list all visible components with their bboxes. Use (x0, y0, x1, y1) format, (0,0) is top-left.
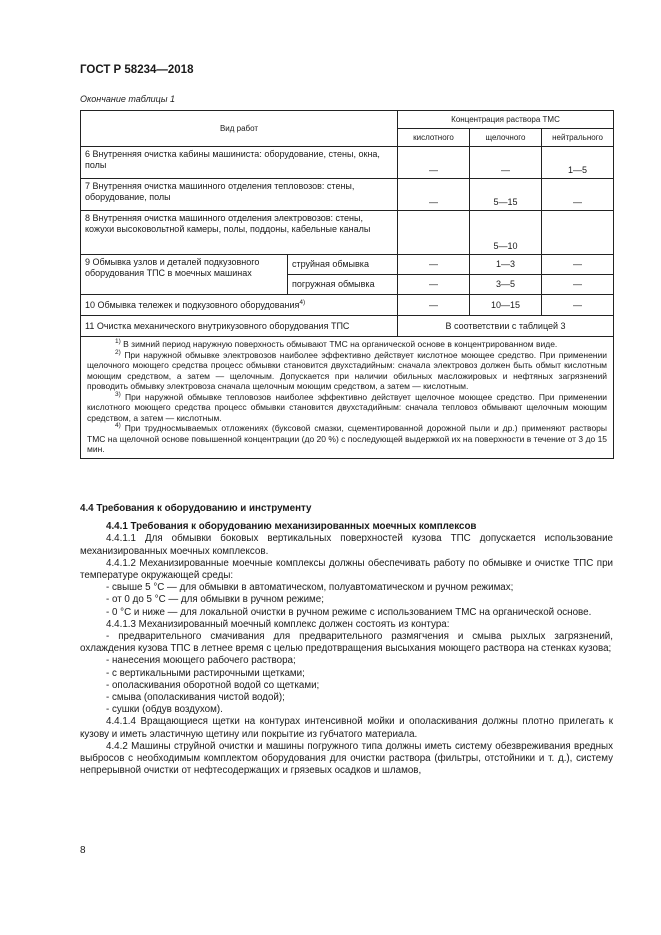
paragraph: 4.4.1.1 Для обмывки боковых вертикальных поверхностей кузова ТПС допускается использование механизированных моечных комплексов. (80, 533, 613, 557)
table-row (81, 316, 614, 337)
footnote-mark: 4) (115, 422, 121, 430)
notes-row (81, 337, 614, 459)
footnote-text: При наружной обмывке тепловозов наиболее эффективно действует щелочное моющее средство. При применении кислотного моющего средства процесс обмывки становится двухстадийным: сначала тепловоз обмывают щелочным моющим средством, а затем — кислотным. (87, 391, 608, 423)
list-item: - смыва (ополаскивания чистой водой); (106, 692, 285, 704)
acid-cell: — (398, 295, 470, 316)
footnote-text: В зимний период наружную поверхность обмывают ТМС на органической основе в концентрированном виде. (120, 339, 558, 349)
alkaline-cell: 10—15 (470, 295, 542, 316)
neutral-cell: — (542, 295, 614, 316)
table-caption: Окончание таблицы 1 (80, 94, 175, 104)
footnotes (81, 337, 614, 459)
acid-cell: — (398, 179, 470, 211)
footnote (87, 423, 607, 455)
paragraph: 4.4.2 Машины струйной очистки и машины погружного типа должны иметь систему обезвреживания вредных выбросов с необходимым комплектом оборудования для очистки раствора (фильтры, отстойники и т. д.), систему непрерывной очистки от нефтесодержащих и грязевых осадков и шламов, (80, 740, 613, 777)
paragraph: 4.4.1.3 Механизированный моечный комплекс должен состоять из контура: (106, 618, 450, 630)
alkaline-cell: 1—3 (470, 255, 542, 275)
section-heading: 4.4 Требования к оборудованию и инструменту (80, 503, 312, 514)
footnote-mark: 3) (115, 390, 121, 398)
footnote-text: При наружной обмывке электровозов наиболее эффективно действует кислотное моющее средство. При применении щелочного моющего средства процесс обмывки становится двухстадийным: сначала электровоз должен быть обмыт кислотным моющим средством, а затем — щелочным. Допускается при наличии обильных масложировых и нефтяных загрязнений проводить обмывку электровоза сначала щелочным моющим средством, а затем — кислотным. (87, 349, 608, 391)
merged-cell: В соответствии с таблицей 3 (398, 316, 614, 337)
alkaline-cell: — (470, 147, 542, 179)
alkaline-cell: 3—5 (470, 275, 542, 295)
paragraph: 4.4.1.2 Механизированные моечные комплексы должны обеспечивать работу по обмывке и очистке ТПС при температуре окружающей среды: (80, 557, 613, 582)
work-cell: 9 Обмывка узлов и деталей подкузовного оборудования ТПС в моечных машинах (81, 255, 288, 295)
neutral-cell: — (542, 275, 614, 295)
footnote-text: При трудносмываемых отложениях (буксовой смазки, сцементированной дорожной пыли и др.) применяют растворы ТМС на щелочной основе повышенной концентрации (до 20 %) с последующей выдержкой их на поверхности в течение от 3 до 15 мин. (87, 423, 608, 454)
list-item: - сушки (обдув воздухом). (106, 704, 223, 716)
acid-cell (398, 211, 470, 255)
neutral-cell (542, 211, 614, 255)
work-cell: 6 Внутренняя очистка кабины машиниста: оборудование, стены, окна, полы (81, 147, 398, 179)
neutral-cell: — (542, 255, 614, 275)
table-row (81, 147, 614, 179)
footnote (87, 392, 607, 424)
neutral-cell: — (542, 179, 614, 211)
list-item: - нанесения моющего рабочего раствора; (106, 655, 296, 667)
concentration-table (80, 110, 614, 459)
footnote (87, 350, 607, 392)
alkaline-cell: 5—10 (470, 211, 542, 255)
subsection-heading: 4.4.1 Требования к оборудованию механизированных моечных комплексов (106, 521, 477, 533)
work-cell: 7 Внутренняя очистка машинного отделения тепловозов: стены, оборудование, полы (81, 179, 398, 211)
footnote-mark: 2) (115, 348, 121, 356)
header-work-type: Вид работ (81, 111, 398, 147)
acid-cell: — (398, 255, 470, 275)
table-row (81, 255, 614, 275)
work-cell: 8 Внутренняя очистка машинного отделения электровозов: стены, кожухи высоковольтной камеры, полы, поддоны, кабельные каналы (81, 211, 398, 255)
work-text: 10 Обмывка тележек и подкузовного оборудования (85, 299, 300, 310)
work-cell: 11 Очистка механического внутрикузовного оборудования ТПС (81, 316, 398, 337)
document-header: ГОСТ Р 58234—2018 (80, 64, 194, 76)
list-item: - ополаскивания оборотной водой со щетками; (106, 679, 320, 691)
sub-method-cell: струйная обмывка (288, 255, 398, 275)
list-item: - 0 °С и ниже — для локальной очистки в ручном режиме с использованием ТМС на органической основе. (106, 606, 592, 618)
list-item: - с вертикальными растирочными щетками; (106, 667, 305, 679)
alkaline-cell: 5—15 (470, 179, 542, 211)
list-item: - свыше 5 °С — для обмывки в автоматическом, полуавтоматическом и ручном режимах; (106, 582, 514, 594)
list-item: - предварительного смачивания для предварительного размягчения и смыва рыхлых загрязнений, охлаждения кузова ТПС в летнее время с целью предотвращения высыхания моющего раствора на стенках кузова; (80, 631, 613, 655)
header-alkaline: щелочного (470, 129, 542, 147)
acid-cell: — (398, 275, 470, 295)
header-acidic: кислотного (398, 129, 470, 147)
footnote-ref: 4) (299, 298, 306, 306)
header-neutral: нейтрального (542, 129, 614, 147)
body-text (80, 503, 613, 777)
acid-cell: — (398, 147, 470, 179)
list-item: - от 0 до 5 °С — для обмывки в ручном режиме; (106, 594, 324, 606)
paragraph: 4.4.1.4 Вращающиеся щетки на контурах интенсивной мойки и ополаскивания должны плотно прилегать к кузову и иметь эластичную щетину или покрытие из губчатого материала. (80, 716, 613, 740)
table-row (81, 295, 614, 316)
work-cell (81, 295, 398, 316)
page-number: 8 (80, 845, 86, 856)
footnote (87, 339, 607, 350)
neutral-cell: 1—5 (542, 147, 614, 179)
table-row (81, 179, 614, 211)
footnote-mark: 1) (115, 338, 121, 346)
sub-method-cell: погружная обмывка (288, 275, 398, 295)
header-concentration: Концентрация раствора ТМС (398, 111, 614, 129)
table-row (81, 211, 614, 255)
